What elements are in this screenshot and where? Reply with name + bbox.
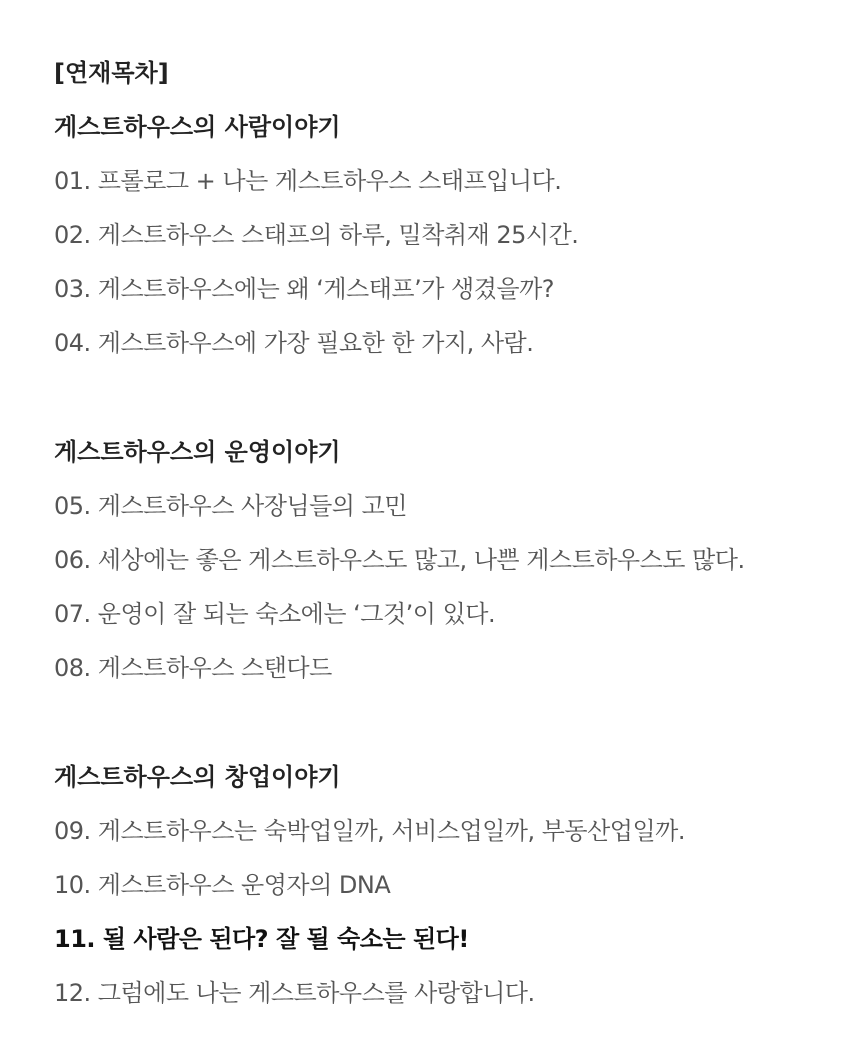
toc-item-06[interactable]: 06. 세상에는 좋은 게스트하우스도 많고, 나쁜 게스트하우스도 많다.: [54, 546, 745, 574]
toc-item-02[interactable]: 02. 게스트하우스 스태프의 하루, 밀착취재 25시간.: [54, 221, 579, 249]
toc-item-01[interactable]: 01. 프롤로그 + 나는 게스트하우스 스태프입니다.: [54, 167, 562, 195]
section-operation: [54, 425, 844, 695]
section-divider: [54, 370, 844, 425]
toc-item-07[interactable]: 07. 운영이 잘 되는 숙소에는 ‘그것’이 있다.: [54, 600, 496, 628]
toc-item-10[interactable]: 10. 게스트하우스 운영자의 DNA: [54, 871, 391, 899]
toc-item-08[interactable]: 08. 게스트하우스 스탠다드: [54, 654, 332, 682]
toc-heading: [연재목차]: [54, 59, 169, 87]
toc-item-12[interactable]: 12. 그럼에도 나는 게스트하우스를 사랑합니다.: [54, 979, 535, 1007]
section-title: 게스트하우스의 사람이야기: [54, 113, 341, 141]
toc-item-05[interactable]: 05. 게스트하우스 사장님들의 고민: [54, 492, 407, 520]
toc-item-03[interactable]: 03. 게스트하우스에는 왜 ‘게스태프’가 생겼을까?: [54, 275, 554, 303]
toc-item-04[interactable]: 04. 게스트하우스에 가장 필요한 한 가지, 사람.: [54, 329, 534, 357]
toc-item-09[interactable]: 09. 게스트하우스는 숙박업일까, 서비스업일까, 부동산업일까.: [54, 817, 685, 845]
section-title: 게스트하우스의 창업이야기: [54, 763, 341, 791]
section-people: [54, 100, 844, 370]
table-of-contents: [54, 46, 844, 1020]
section-startup: [54, 750, 844, 1020]
toc-item-11-current[interactable]: 11. 될 사람은 된다? 잘 될 숙소는 된다!: [54, 925, 469, 953]
section-divider: [54, 695, 844, 750]
section-title: 게스트하우스의 운영이야기: [54, 438, 341, 466]
